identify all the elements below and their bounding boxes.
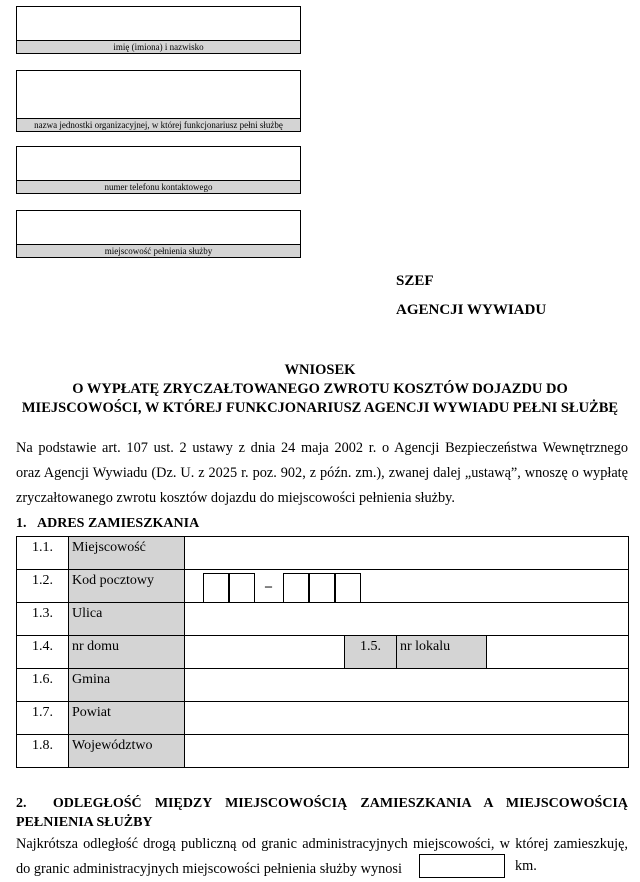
- postal-digit-5[interactable]: [335, 573, 361, 603]
- duty-place-field-caption: miejscowość pełnienia służby: [17, 244, 300, 257]
- unit-field-caption: nazwa jednostki organizacyjnej, w której funkcjonariusz pełni służbę: [17, 118, 300, 131]
- county-input[interactable]: [185, 702, 629, 735]
- section2-text-line2: do granic administracyjnych miejscowości pełnienia służby wynosi: [16, 861, 402, 877]
- commune-input[interactable]: [185, 669, 629, 702]
- duty-place-field[interactable]: [16, 210, 301, 258]
- street-input[interactable]: [185, 603, 629, 636]
- table-row: [17, 537, 629, 570]
- row-label: nr domu: [69, 636, 185, 669]
- section2-title-line2: PEŁNIENIA SŁUŻBY: [16, 815, 153, 830]
- unit-field[interactable]: [16, 70, 301, 132]
- apartment-number-input[interactable]: [487, 636, 629, 669]
- postal-digit-4[interactable]: [309, 573, 335, 603]
- row-number: 1.5.: [345, 636, 397, 669]
- document-title: [0, 361, 640, 418]
- table-row: [17, 570, 629, 603]
- row-number: 1.2.: [17, 570, 69, 603]
- row-number: 1.8.: [17, 735, 69, 768]
- table-row: [17, 636, 629, 669]
- row-label: Ulica: [69, 603, 185, 636]
- title-line3: MIEJSCOWOŚCI, W KTÓREJ FUNKCJONARIUSZ AGENCJI WYWIADU PEŁNI SŁUŻBĘ: [21, 400, 619, 416]
- postal-digit-3[interactable]: [283, 573, 309, 603]
- row-label: Województwo: [69, 735, 185, 768]
- row-label: nr lokalu: [397, 636, 487, 669]
- postal-digit-2[interactable]: [229, 573, 255, 603]
- row-number: 1.6.: [17, 669, 69, 702]
- row-number: 1.3.: [17, 603, 69, 636]
- section2-text-line1: Najkrótsza odległość drogą publiczną od granic administracyjnych miejscowości, w której zamieszkuję,: [16, 836, 628, 852]
- title-line1: WNIOSEK: [284, 362, 356, 378]
- postal-separator: –: [265, 579, 272, 594]
- section1-title: 1. ADRES ZAMIESZKANIA: [16, 516, 200, 531]
- distance-input[interactable]: [419, 854, 505, 878]
- name-field-caption: imię (imiona) i nazwisko: [17, 40, 300, 53]
- name-field[interactable]: [16, 6, 301, 54]
- postal-digit-1[interactable]: [203, 573, 229, 603]
- addressee-line2: AGENCJI WYWIADU: [396, 302, 547, 318]
- postal-code-cell: [185, 570, 629, 603]
- row-label: Miejscowość: [69, 537, 185, 570]
- table-row: [17, 702, 629, 735]
- address-table: [16, 536, 629, 768]
- intro-line3: zryczałtowanego zwrotu kosztów dojazdu do miejscowości pełnienia służby.: [16, 490, 455, 506]
- voivodeship-input[interactable]: [185, 735, 629, 768]
- phone-field[interactable]: [16, 146, 301, 194]
- row-number: 1.4.: [17, 636, 69, 669]
- house-number-input[interactable]: [185, 636, 345, 669]
- row-label: Kod pocztowy: [69, 570, 185, 603]
- city-input[interactable]: [185, 537, 629, 570]
- title-line2: O WYPŁATĘ ZRYCZAŁTOWANEGO ZWROTU KOSZTÓW DOJAZDU DO: [72, 381, 568, 397]
- intro-line1: Na podstawie art. 107 ust. 2 ustawy z dnia 24 maja 2002 r. o Agencji Bezpieczeństwa Wewnętrznego: [16, 440, 628, 456]
- row-number: 1.7.: [17, 702, 69, 735]
- table-row: [17, 735, 629, 768]
- intro-line2: oraz Agencji Wywiadu (Dz. U. z 2025 r. poz. 902, z późn. zm.), zwanej dalej „ustawą”, wnoszę o wypłatę: [16, 465, 628, 481]
- row-label: Powiat: [69, 702, 185, 735]
- section2-title-line1: 2. ODLEGŁOŚĆ MIĘDZY MIEJSCOWOŚCIĄ ZAMIESZKANIA A MIEJSCOWOŚCIĄ: [16, 796, 628, 811]
- distance-unit: km.: [515, 858, 537, 874]
- addressee-line1: SZEF: [396, 273, 434, 289]
- phone-field-caption: numer telefonu kontaktowego: [17, 180, 300, 193]
- table-row: [17, 669, 629, 702]
- row-label: Gmina: [69, 669, 185, 702]
- table-row: [17, 603, 629, 636]
- row-number: 1.1.: [17, 537, 69, 570]
